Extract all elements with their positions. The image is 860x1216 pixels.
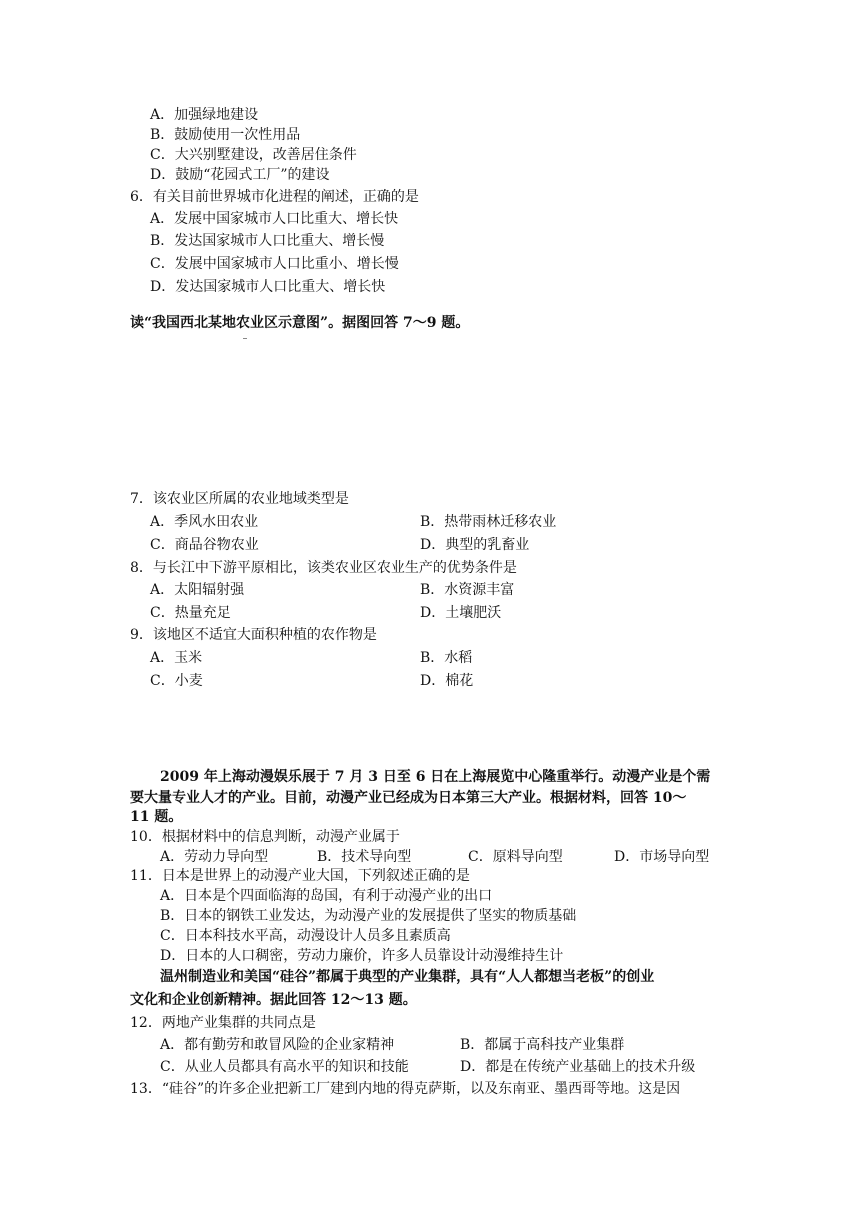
q7-option-b: B．热带雨林迁移农业 <box>420 514 557 530</box>
q9-stem: 9．该地区不适宜大面积种植的农作物是 <box>130 627 377 643</box>
q9-option-d: D．棉花 <box>420 673 474 689</box>
q7-option-a: A．季风水田农业 <box>150 514 259 530</box>
q5-option-a: A．加强绿地建设 <box>150 107 259 123</box>
q10-option-c: C．原料导向型 <box>468 849 563 865</box>
q8-option-b: B．水资源丰富 <box>420 582 515 598</box>
section3-intro-line1: 温州制造业和美国“硅谷”都属于典型的产业集群，具有“人人都想当老板”的创业 <box>160 969 655 985</box>
q9-option-b: B．水稻 <box>420 650 473 666</box>
q12-options-2 <box>160 1058 850 1076</box>
q8-option-a: A．太阳辐射强 <box>150 582 245 598</box>
q10-stem: 10．根据材料中的信息判断，动漫产业属于 <box>130 829 400 845</box>
figure-placeholder <box>243 338 247 339</box>
q6-stem: 6．有关目前世界城市化进程的阐述，正确的是 <box>130 189 419 205</box>
q11-option-a: A．日本是个四面临海的岛国，有利于动漫产业的出口 <box>160 888 493 904</box>
q9-option-c: C．小麦 <box>150 673 203 689</box>
q12-stem: 12．两地产业集群的共同点是 <box>130 1015 316 1031</box>
section3-intro-line2: 文化和企业创新精神。据此回答 12～13 题。 <box>130 992 417 1008</box>
q6-option-c: C．发展中国家城市人口比重小、增长慢 <box>150 256 399 272</box>
q11-option-c: C．日本科技水平高，动漫设计人员多且素质高 <box>160 928 451 944</box>
q6-option-b: B．发达国家城市人口比重大、增长慢 <box>150 233 385 249</box>
q7-stem: 7．该农业区所属的农业地域类型是 <box>130 491 349 507</box>
q5-option-b: B．鼓励使用一次性用品 <box>150 127 301 143</box>
q7-options <box>150 513 850 531</box>
q12-option-a: A．都有勤劳和敢冒风险的企业家精神 <box>160 1037 395 1053</box>
q13-stem: 13．“硅谷”的许多企业把新工厂建到内地的得克萨斯，以及东南亚、墨西哥等地。这是因 <box>130 1081 681 1097</box>
q5-option-d: D．鼓励“花园式工厂”的建设 <box>150 167 330 183</box>
q10-option-d: D．市场导向型 <box>614 849 710 865</box>
q9-option-a: A．玉米 <box>150 650 203 666</box>
q10-option-b: B．技术导向型 <box>317 849 412 865</box>
q12-option-c: C．从业人员都具有高水平的知识和技能 <box>160 1059 409 1075</box>
q8-options-2 <box>150 604 850 622</box>
q11-option-d: D．日本的人口稠密，劳动力廉价，许多人员靠设计动漫维持生计 <box>160 948 564 964</box>
q7-option-c: C．商品谷物农业 <box>150 537 259 553</box>
q8-stem: 8．与长江中下游平原相比，该类农业区农业生产的优势条件是 <box>130 560 517 576</box>
q7-option-d: D．典型的乳畜业 <box>420 537 530 553</box>
q5-option-c: C．大兴别墅建设，改善居住条件 <box>150 147 357 163</box>
q10-options <box>160 848 850 866</box>
section2-intro-line3: 11 题。 <box>130 809 183 825</box>
section2-intro-line1: 2009 年上海动漫娱乐展于 7 月 3 日至 6 日在上海展览中心隆重举行。动漫产业是个需 <box>160 769 711 785</box>
q12-option-d: D．都是在传统产业基础上的技术升级 <box>460 1059 696 1075</box>
q12-option-b: B．都属于高科技产业集群 <box>460 1037 625 1053</box>
q6-option-a: A．发展中国家城市人口比重大、增长快 <box>150 211 399 227</box>
q10-option-a: A．劳动力导向型 <box>160 849 269 865</box>
section1-intro: 读“我国西北某地农业区示意图”。据图回答 7～9 题。 <box>130 315 470 331</box>
q8-option-d: D．土壤肥沃 <box>420 605 502 621</box>
q12-options <box>160 1036 850 1054</box>
section2-intro-line2: 要大量专业人才的产业。目前，动漫产业已经成为日本第三大产业。根据材料，回答 10～ <box>130 790 687 806</box>
q7-options-2 <box>150 536 850 554</box>
q9-options-2 <box>150 672 850 690</box>
q11-stem: 11．日本是世界上的动漫产业大国，下列叙述正确的是 <box>130 868 470 884</box>
q6-option-d: D．发达国家城市人口比重大、增长快 <box>150 279 386 295</box>
q9-options <box>150 649 850 667</box>
q8-options <box>150 581 850 599</box>
q11-option-b: B．日本的钢铁工业发达，为动漫产业的发展提供了坚实的物质基础 <box>160 908 577 924</box>
q8-option-c: C．热量充足 <box>150 605 231 621</box>
